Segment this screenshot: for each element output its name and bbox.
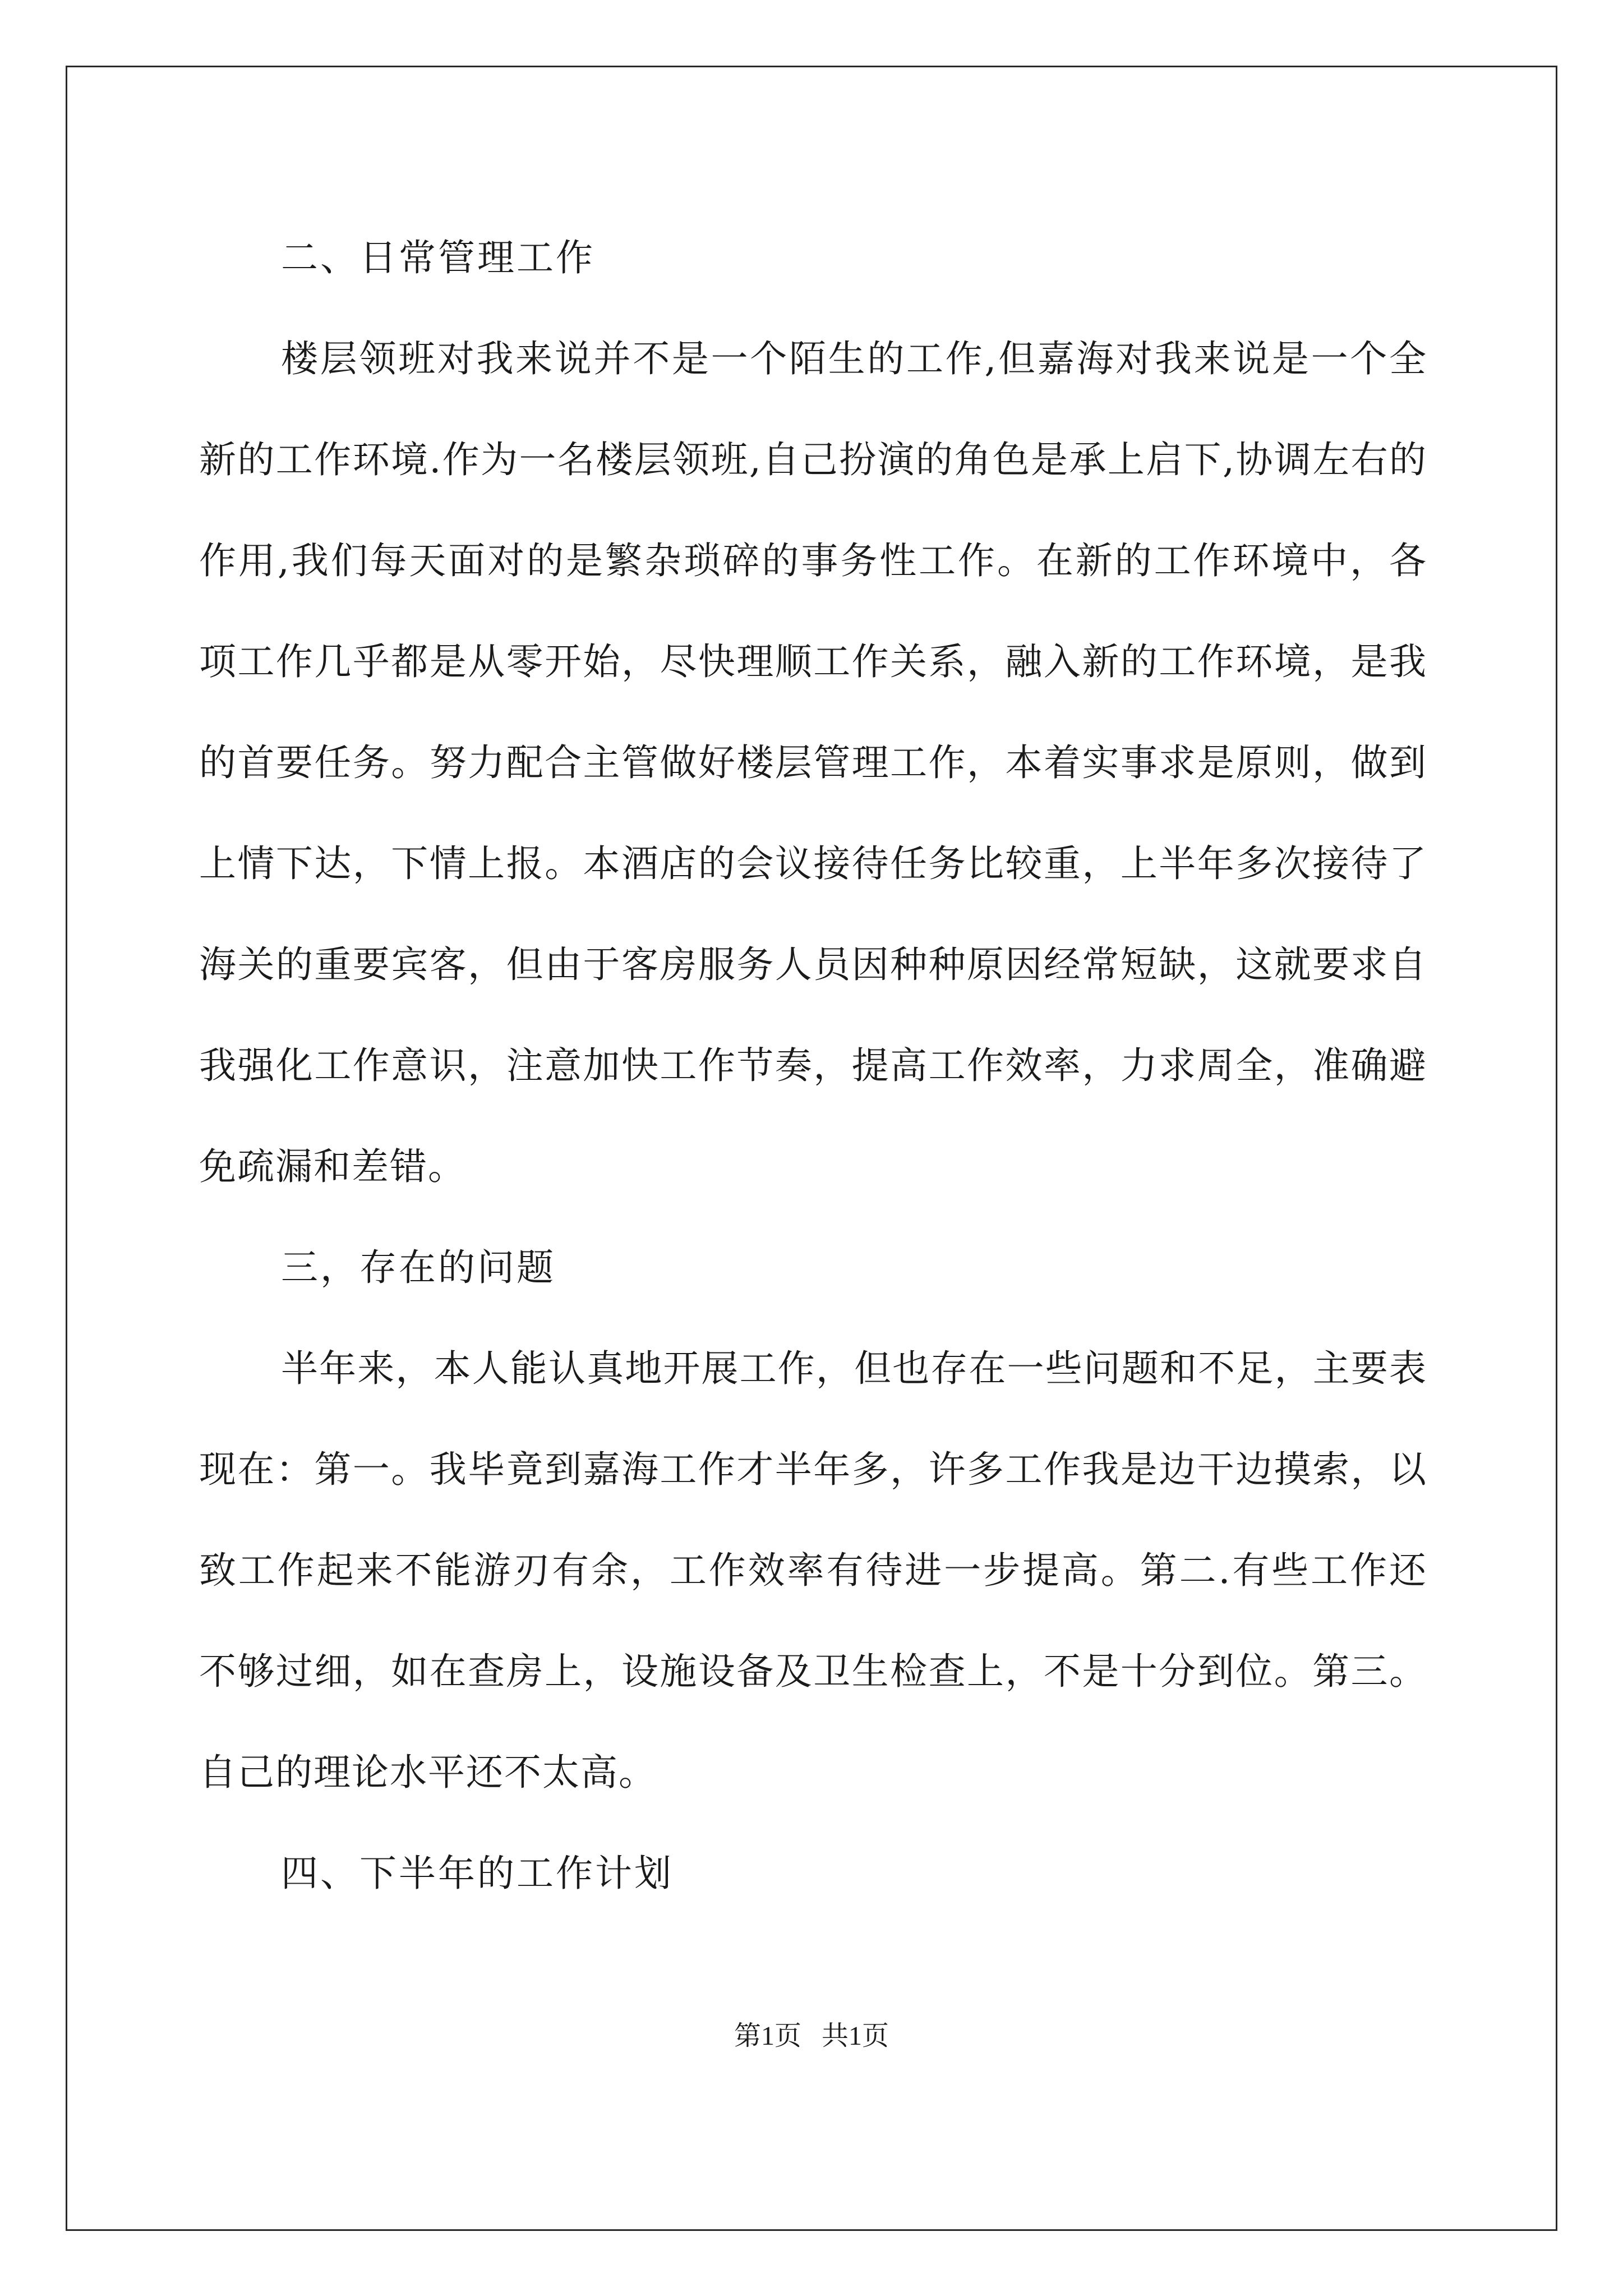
paragraph-existing-problems: 半年来，本人能认真地开展工作，但也存在一些问题和不足，主要表现在：第一。我毕竟到嘉海工作才半年多，许多工作我是边干边摸索，以致工作起来不能游刃有余，工作效率有待进一步提高。第二.有些工作还不够过细，如在查房上，设施设备及卫生检查上，不是十分到位。第三。自己的理论水平还不太高。: [199, 1347, 1427, 1794]
paragraph-daily-management: 楼层领班对我来说并不是一个陌生的工作,但嘉海对我来说是一个全新的工作环境.作为一名楼层领班,自己扮演的角色是承上启下,协调左右的作用,我们每天面对的是繁杂琐碎的事务性工作。在新的工作环境中，各项工作几乎都是从零开始，尽快理顺工作关系，融入新的工作环境，是我的首要任务。努力配合主管做好楼层管理工作，本着实事求是原则，做到上情下达，下情上报。本酒店的会议接待任务比较重，上半年多次接待了海关的重要宾客，但由于客房服务人员因种种原因经常短缺，这就要求自我强化工作意识，注意加快工作节奏，提高工作效率，力求周全，准确避免疏漏和差错。: [199, 337, 1427, 1188]
section-heading-daily-management: 二、日常管理工作: [281, 236, 595, 279]
section-heading-second-half-plan: 四、下半年的工作计划: [281, 1852, 674, 1895]
section-heading-existing-problems: 三，存在的问题: [281, 1246, 556, 1289]
document-body: [199, 208, 1427, 1924]
page-number-footer: 第1页 共1页: [734, 2021, 889, 2051]
